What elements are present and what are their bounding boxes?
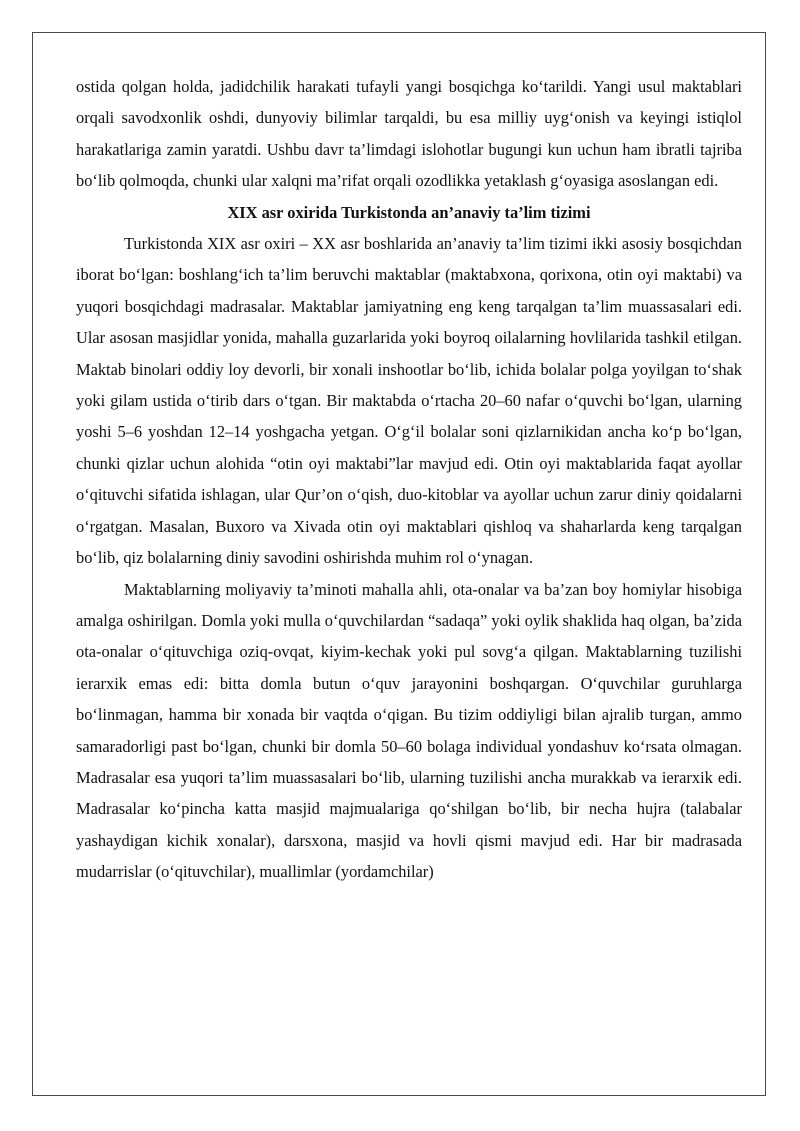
paragraph-intro: ostida qolgan holda, jadidchilik harakati tufayli yangi bosqichga ko‘tarildi. Yangi usul maktablari orqali savodxonlik oshdi, dunyoviy bilimlar tarqaldi, bu esa milliy uyg‘onish va keyingi istiqlol harakatlariga zamin yaratdi. Ushbu davr ta’limdagi islohotlar bugungi kun uchun ham ibratli tajriba bo‘lib qolmoqda, chunki ular xalqni ma’rifat orqali ozodlikka yetaklash g‘oyasiga asoslangan edi. <box>76 77 742 191</box>
paragraph-1: Turkistonda XIX asr oxiri – XX asr boshlarida an’anaviy ta’lim tizimi ikki asosiy bosqichdan iborat bo‘lgan: boshlang‘ich ta’lim beruvchi maktablar (maktabxona, qorixona, otin oyi maktabi) va yuqori bosqichdagi madrasalar. Maktablar jamiyatning eng keng tarqalgan ta’lim muassasalari edi. Ular asosan masjidlar yonida, mahalla guzarlarida yoki boyroq oilalarning hovlilarida tashkil etilgan. Maktab binolari oddiy loy devorli, bir xonali inshootlar bo‘lib, ichida bolalar polga yoyilgan to‘shak yoki gilam ustida o‘tirib dars o‘tgan. Bir maktabda o‘rtacha 20–60 nafar o‘quvchi bo‘lgan, ularning yoshi 5–6 yoshdan 12–14 yoshgacha yetgan. O‘g‘il bolalar soni qizlarnikidan ancha ko‘p bo‘lgan, chunki qizlar uchun alohida “otin oyi maktabi”lar mavjud edi. Otin oyi maktablarida faqat ayollar o‘qituvchi sifatida ishlagan, ular Qur’on o‘qish, duo-kitoblar va ayollar uchun zarur diniy qoidalarni o‘rgatgan. Masalan, Buxoro va Xivada otin oyi maktablari qishloq va shaharlarda keng tarqalgan bo‘lib, qiz bolalarning diniy savodini oshirishda muhim rol o‘ynagan. <box>76 234 742 568</box>
paragraph-2: Maktablarning moliyaviy ta’minoti mahalla ahli, ota-onalar va ba’zan boy homiylar hisobiga amalga oshirilgan. Domla yoki mulla o‘quvchilardan “sadaqa” yoki oylik shaklida haq olgan, ba’zida ota-onalar o‘qituvchiga oziq-ovqat, kiyim-kechak yoki pul sovg‘a qilgan. Maktablarning tuzilishi ierarxik emas edi: bitta domla butun o‘quv jarayonini boshqargan. O‘quvchilar guruhlarga bo‘linmagan, hamma bir xonada bir vaqtda o‘qigan. Bu tizim oddiyligi bilan ajralib turgan, ammo samaradorligi past bo‘lgan, chunki bir domla 50–60 bolaga individual yondashuv ko‘rsata olmagan. Madrasalar esa yuqori ta’lim muassasalari bo‘lib, ularning tuzilishi ancha murakkab va ierarxik edi. Madrasalar ko‘pincha katta masjid majmualariga qo‘shilgan bo‘lib, bir necha hujra (talabalar yashaydigan kichik xonalar), darsxona, masjid va hovli qismi mavjud edi. Har bir madrasada mudarrislar (o‘qituvchilar), muallimlar (yordamchilar) <box>76 579 742 882</box>
section-heading: XIX asr oxirida Turkistonda an’anaviy ta’lim tizimi <box>227 202 591 222</box>
document-body <box>76 71 742 888</box>
